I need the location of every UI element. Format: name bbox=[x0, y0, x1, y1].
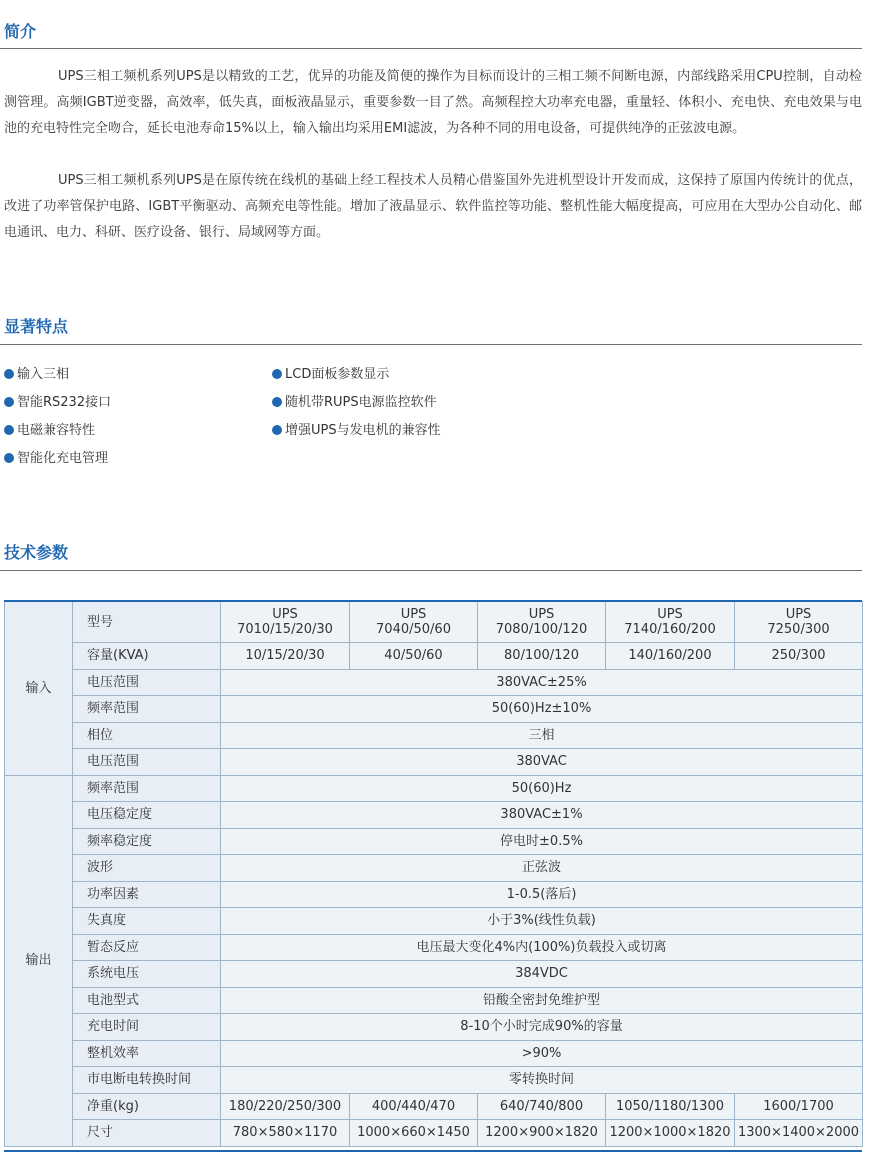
value-cell: 380VAC±1% bbox=[221, 802, 863, 829]
bullet-icon bbox=[4, 397, 14, 407]
intro-paragraph-2: UPS三相工频机系列UPS是在原传统在线机的基础上经工程技术人员精心借鉴国外先进机型设计开发而成，这保持了原国内传统计的优点，改进了功率管保护电路、IGBT平衡驱动、高频充电等性能。增加了液晶显示、软件监控等功能、整机性能大幅度提高，可应用在大型办公自动化、邮电通讯、电力、科研、医疗设备、银行、局域网等方面。 bbox=[4, 173, 862, 240]
row-label: 频率稳定度 bbox=[73, 828, 221, 855]
feature-item: 电磁兼容特性 bbox=[4, 422, 95, 440]
table-row bbox=[5, 1014, 863, 1041]
value-cell: 铅酸全密封免维护型 bbox=[221, 987, 863, 1014]
table-row bbox=[5, 987, 863, 1014]
value-cell: 400/440/470 bbox=[350, 1093, 478, 1120]
feature-item: 智能化充电管理 bbox=[4, 450, 108, 468]
row-label: 电池型式 bbox=[73, 987, 221, 1014]
row-label: 型号 bbox=[73, 602, 221, 643]
table-row bbox=[5, 855, 863, 882]
value-cell: 1-0.5(落后) bbox=[221, 881, 863, 908]
row-label: 整机效率 bbox=[73, 1040, 221, 1067]
feature-item: LCD面板参数显示 bbox=[272, 366, 389, 384]
bullet-icon bbox=[272, 369, 282, 379]
spec-table bbox=[4, 601, 863, 1147]
intro-title: 简介 bbox=[4, 22, 37, 41]
value-cell: 1300×1400×2000 bbox=[735, 1120, 863, 1147]
value-cell: 1200×1000×1820 bbox=[606, 1120, 735, 1147]
group-input: 输入 bbox=[5, 602, 73, 776]
table-row bbox=[5, 775, 863, 802]
row-label: 相位 bbox=[73, 722, 221, 749]
model-cell: UPS 7250/300 bbox=[735, 602, 863, 643]
value-cell: 780×580×1170 bbox=[221, 1120, 350, 1147]
row-label: 充电时间 bbox=[73, 1014, 221, 1041]
value-cell: 三相 bbox=[221, 722, 863, 749]
value-cell: 380VAC bbox=[221, 749, 863, 776]
value-cell: 正弦波 bbox=[221, 855, 863, 882]
feature-item: 随机带RUPS电源监控软件 bbox=[272, 394, 437, 412]
value-cell: 180/220/250/300 bbox=[221, 1093, 350, 1120]
feature-item: 增强UPS与发电机的兼容性 bbox=[272, 422, 441, 440]
table-row bbox=[5, 828, 863, 855]
value-cell: 80/100/120 bbox=[478, 643, 606, 670]
group-output: 输出 bbox=[5, 775, 73, 1146]
value-cell: 40/50/60 bbox=[350, 643, 478, 670]
feature-item: 输入三相 bbox=[4, 366, 69, 384]
table-bottom-rule bbox=[4, 1150, 862, 1152]
row-label: 尺寸 bbox=[73, 1120, 221, 1147]
model-cell: UPS 7140/160/200 bbox=[606, 602, 735, 643]
value-cell: 小于3%(线性负载) bbox=[221, 908, 863, 935]
value-cell: 8-10个小时完成90%的容量 bbox=[221, 1014, 863, 1041]
row-label: 电压范围 bbox=[73, 749, 221, 776]
table-row bbox=[5, 1093, 863, 1120]
value-cell: 640/740/800 bbox=[478, 1093, 606, 1120]
row-label: 频率范围 bbox=[73, 775, 221, 802]
table-row bbox=[5, 722, 863, 749]
row-label: 净重(kg) bbox=[73, 1093, 221, 1120]
table-row bbox=[5, 696, 863, 723]
row-label: 功率因素 bbox=[73, 881, 221, 908]
value-cell: 电压最大变化4%内(100%)负载投入或切离 bbox=[221, 934, 863, 961]
model-cell: UPS 7080/100/120 bbox=[478, 602, 606, 643]
value-cell: 10/15/20/30 bbox=[221, 643, 350, 670]
intro-paragraph-1: UPS三相工频机系列UPS是以精致的工艺，优异的功能及简便的操作为目标而设计的三相工频不间断电源，内部线路采用CPU控制，自动检测管理。高频IGBT逆变器，高效率，低失真，面板液晶显示，重要参数一目了然。高频程控大功率充电器，重量轻、体积小、充电快、充电效果与电池的充电特性完全吻合，延长电池寿命15%以上，输入输出均采用EMI滤波，为各种不同的用电设备，可提供纯净的正弦波电源。 bbox=[4, 69, 862, 136]
row-label: 容量(KVA) bbox=[73, 643, 221, 670]
value-cell: 140/160/200 bbox=[606, 643, 735, 670]
table-row bbox=[5, 881, 863, 908]
bullet-icon bbox=[4, 425, 14, 435]
value-cell: 停电时±0.5% bbox=[221, 828, 863, 855]
model-cell: UPS 7010/15/20/30 bbox=[221, 602, 350, 643]
value-cell: >90% bbox=[221, 1040, 863, 1067]
value-cell: 380VAC±25% bbox=[221, 669, 863, 696]
table-row bbox=[5, 802, 863, 829]
row-label: 暂态反应 bbox=[73, 934, 221, 961]
table-row bbox=[5, 669, 863, 696]
features-title: 显著特点 bbox=[4, 317, 69, 336]
row-label: 失真度 bbox=[73, 908, 221, 935]
table-row bbox=[5, 643, 863, 670]
value-cell: 零转换时间 bbox=[221, 1067, 863, 1094]
value-cell: 1200×900×1820 bbox=[478, 1120, 606, 1147]
table-row bbox=[5, 1120, 863, 1147]
bullet-icon bbox=[4, 453, 14, 463]
value-cell: 1050/1180/1300 bbox=[606, 1093, 735, 1120]
value-cell: 50(60)Hz bbox=[221, 775, 863, 802]
bullet-icon bbox=[4, 369, 14, 379]
features-divider bbox=[0, 344, 862, 345]
feature-item: 智能RS232接口 bbox=[4, 394, 111, 412]
table-row bbox=[5, 1067, 863, 1094]
bullet-icon bbox=[272, 397, 282, 407]
value-cell: 1600/1700 bbox=[735, 1093, 863, 1120]
table-row bbox=[5, 934, 863, 961]
value-cell: 250/300 bbox=[735, 643, 863, 670]
intro-divider bbox=[0, 48, 862, 49]
row-label: 电压稳定度 bbox=[73, 802, 221, 829]
specs-title: 技术参数 bbox=[4, 543, 69, 562]
row-label: 电压范围 bbox=[73, 669, 221, 696]
bullet-icon bbox=[272, 425, 282, 435]
row-label: 市电断电转换时间 bbox=[73, 1067, 221, 1094]
value-cell: 384VDC bbox=[221, 961, 863, 988]
table-row bbox=[5, 749, 863, 776]
row-label: 波形 bbox=[73, 855, 221, 882]
row-label: 频率范围 bbox=[73, 696, 221, 723]
table-row bbox=[5, 1040, 863, 1067]
value-cell: 50(60)Hz±10% bbox=[221, 696, 863, 723]
table-row bbox=[5, 908, 863, 935]
table-row bbox=[5, 961, 863, 988]
table-row bbox=[5, 602, 863, 643]
specs-divider bbox=[0, 570, 862, 571]
row-label: 系统电压 bbox=[73, 961, 221, 988]
table-top-rule bbox=[4, 600, 862, 602]
model-cell: UPS 7040/50/60 bbox=[350, 602, 478, 643]
value-cell: 1000×660×1450 bbox=[350, 1120, 478, 1147]
